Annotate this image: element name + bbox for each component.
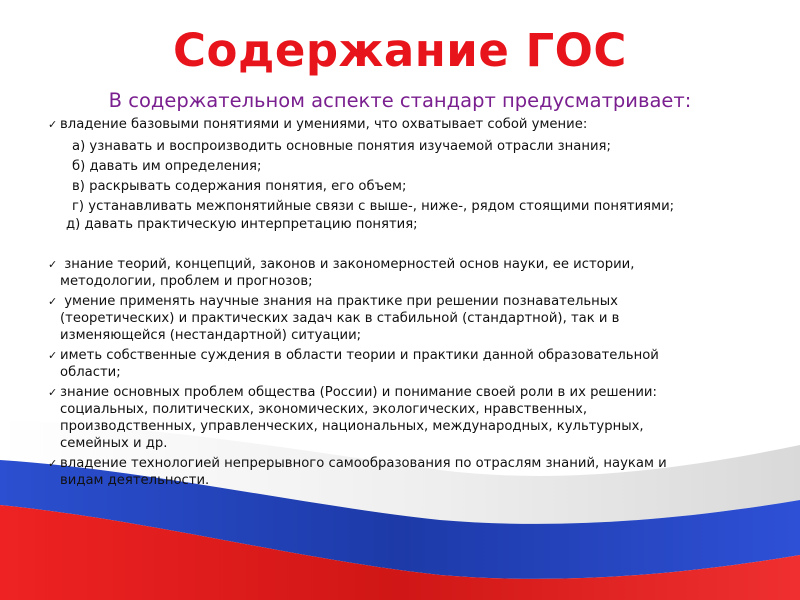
list-item: ✓ умение применять научные знания на практике при решении познавательных [48,294,618,309]
check-icon: ✓ [48,457,58,470]
check-icon: ✓ [48,118,58,131]
check-icon: ✓ [48,258,58,271]
list-item-continuation: изменяющейся (нестандартной) ситуации; [60,328,362,343]
list-item-continuation: производственных, управленческих, национальных, международных, культурных, [60,419,644,434]
list-item: ✓ знание теорий, концепций, законов и закономерностей основ науки, ее истории, [48,257,635,272]
check-icon: ✓ [48,295,58,308]
sub-item: б) давать им определения; [72,159,262,174]
list-item-continuation: (теоретических) и практических задач как в стабильной (стандартной), так и в [60,311,620,326]
check-icon: ✓ [48,386,58,399]
check-icon: ✓ [48,349,58,362]
sub-item: д) давать практическую интерпретацию понятия; [66,217,418,232]
list-item: ✓ знание основных проблем общества (России) и понимание своей роли в их решении: [48,385,657,400]
page-title: Содержание ГОС [173,24,627,77]
list-item-continuation: социальных, политических, экономических, экологических, нравственных, [60,402,588,417]
sub-item: в) раскрывать содержания понятия, его объем; [72,179,407,194]
list-item: ✓ владение базовыми понятиями и умениями, что охватывает собой умение: [48,117,588,132]
list-item: ✓ иметь собственные суждения в области теории и практики данной образовательной [48,348,659,363]
sub-item: г) устанавливать межпонятийные связи с выше-, ниже-, рядом стоящими понятиями; [72,199,675,214]
list-item-continuation: методологии, проблем и прогнозов; [60,274,313,289]
subtitle: В содержательном аспекте стандарт предусматривает: [108,89,692,112]
list-item-continuation: видам деятельности. [60,473,210,488]
list-item-continuation: области; [60,365,121,380]
sub-item: а) узнавать и воспроизводить основные понятия изучаемой отрасли знания; [72,139,611,154]
list-item-continuation: семейных и др. [60,436,168,451]
list-item: ✓ владение технологией непрерывного самообразования по отраслям знаний, наукам и [48,456,667,471]
